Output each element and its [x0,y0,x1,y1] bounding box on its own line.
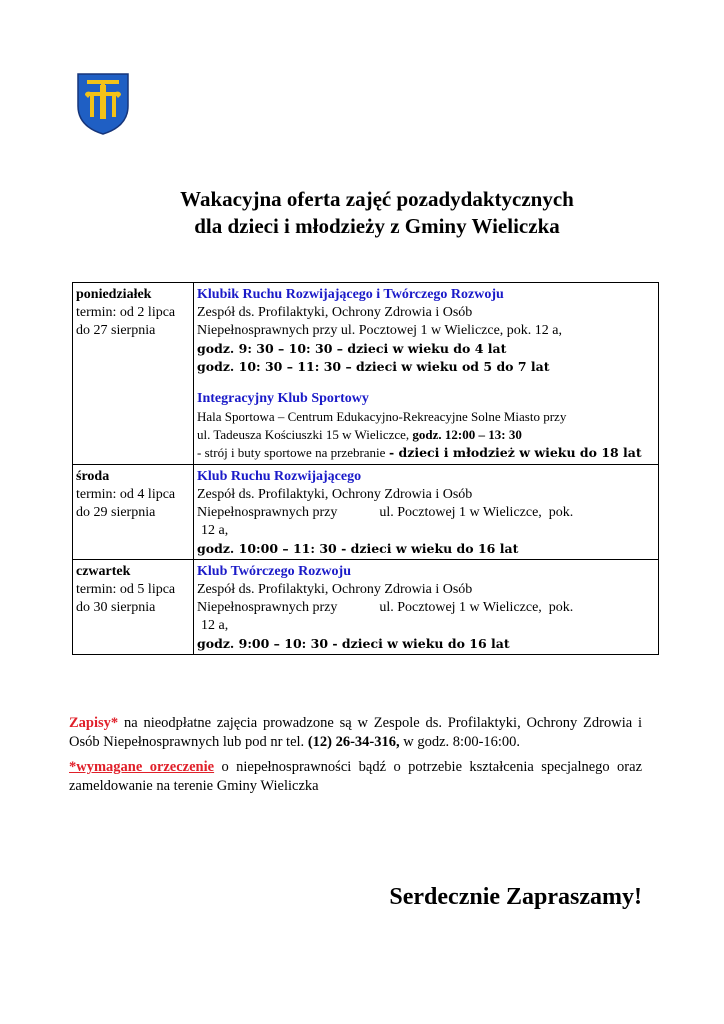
club-name: Klub Ruchu Rozwijającego [197,469,362,484]
requirements-paragraph: *wymagane orzeczenie o niepełnosprawności bądź o potrzebie kształcenia specjalnego oraz zameldowanie na terenie Gminy Wieliczka [69,759,642,794]
age-range: - dzieci i młodzież w wieku do 18 lat [388,445,642,460]
day-cell [73,283,194,465]
term-start: termin: od 2 lipca [76,305,176,320]
registration-notes [69,714,642,802]
location: ul. Tadeusza Kościuszki 15 w Wieliczce, godz. 12:00 – 13: 30 [197,427,522,442]
table-row [73,283,659,465]
activity-cell [194,283,659,465]
club-name: Klub Twórczego Rozwoju [197,564,351,579]
table-row [73,560,659,655]
hours: godz. 10:00 – 11: 30 - dzieci w wieku do 16 lat [197,541,519,556]
term-end: do 29 sierpnia [76,505,156,520]
location: Niepełnosprawnych przy ul. Pocztowej 1 w Wieliczce, pok. [197,600,574,615]
location: Niepełnosprawnych przy ul. Pocztowej 1 w Wieliczce, pok. 12 a, [197,323,563,338]
club-name: Integracyjny Klub Sportowy [197,391,369,406]
location: Zespół ds. Profilaktyki, Ochrony Zdrowia i Osób [197,305,473,320]
location: Zespół ds. Profilaktyki, Ochrony Zdrowia i Osób [197,487,473,502]
location: 12 a, [201,523,229,538]
term-start: termin: od 5 lipca [76,582,176,597]
title-line-1: Wakacyjna oferta zajęć pozadydaktycznych [180,187,574,211]
day-cell [73,465,194,560]
term-start: termin: od 4 lipca [76,487,176,502]
term-end: do 30 sierpnia [76,600,156,615]
day-cell [73,560,194,655]
hours: godz. 9: 30 – 10: 30 – dzieci w wieku do 4 lat [197,341,507,356]
page-title [0,186,724,240]
location: Zespół ds. Profilaktyki, Ochrony Zdrowia i Osób [197,582,473,597]
location: 12 a, [201,618,229,633]
title-line-2: dla dzieci i młodzieży z Gminy Wieliczka [194,214,560,238]
location: Niepełnosprawnych przy ul. Pocztowej 1 w Wieliczce, pok. [197,505,574,520]
day-name: poniedziałek [76,287,152,302]
phone-number: (12) 26-34-316, [307,734,400,750]
required-label: *wymagane orzeczenie [69,759,215,775]
registration-label: Zapisy* [69,715,119,731]
hours: godz. 10: 30 – 11: 30 – dzieci w wieku od 5 do 7 lat [197,359,550,374]
requirements: - strój i buty sportowe na przebranie - dzieci i młodzież w wieku do 18 lat [197,445,642,460]
day-name: środa [76,469,110,484]
registration-paragraph: Zapisy* na nieodpłatne zajęcia prowadzone są w Zespole ds. Profilaktyki, Ochrony Zdrowia i Osób Niepełnosprawnych lub pod nr tel. (12) 26-34-316, w godz. 8:00-16:00. [69,715,642,750]
hours: godz. 12:00 – 13: 30 [412,427,522,442]
day-name: czwartek [76,564,131,579]
coat-of-arms-icon [76,72,130,136]
activity-cell [194,560,659,655]
location: Hala Sportowa – Centrum Edukacyjno-Rekreacyjne Solne Miasto przy [197,409,567,424]
schedule-table [72,282,659,655]
club-name: Klubik Ruchu Rozwijającego i Twórczego Rozwoju [197,287,504,302]
closing-invitation: Serdecznie Zapraszamy! [389,884,642,910]
activity-cell [194,465,659,560]
term-end: do 27 sierpnia [76,323,156,338]
table-row [73,465,659,560]
hours: godz. 9:00 – 10: 30 - dzieci w wieku do 16 lat [197,636,510,651]
